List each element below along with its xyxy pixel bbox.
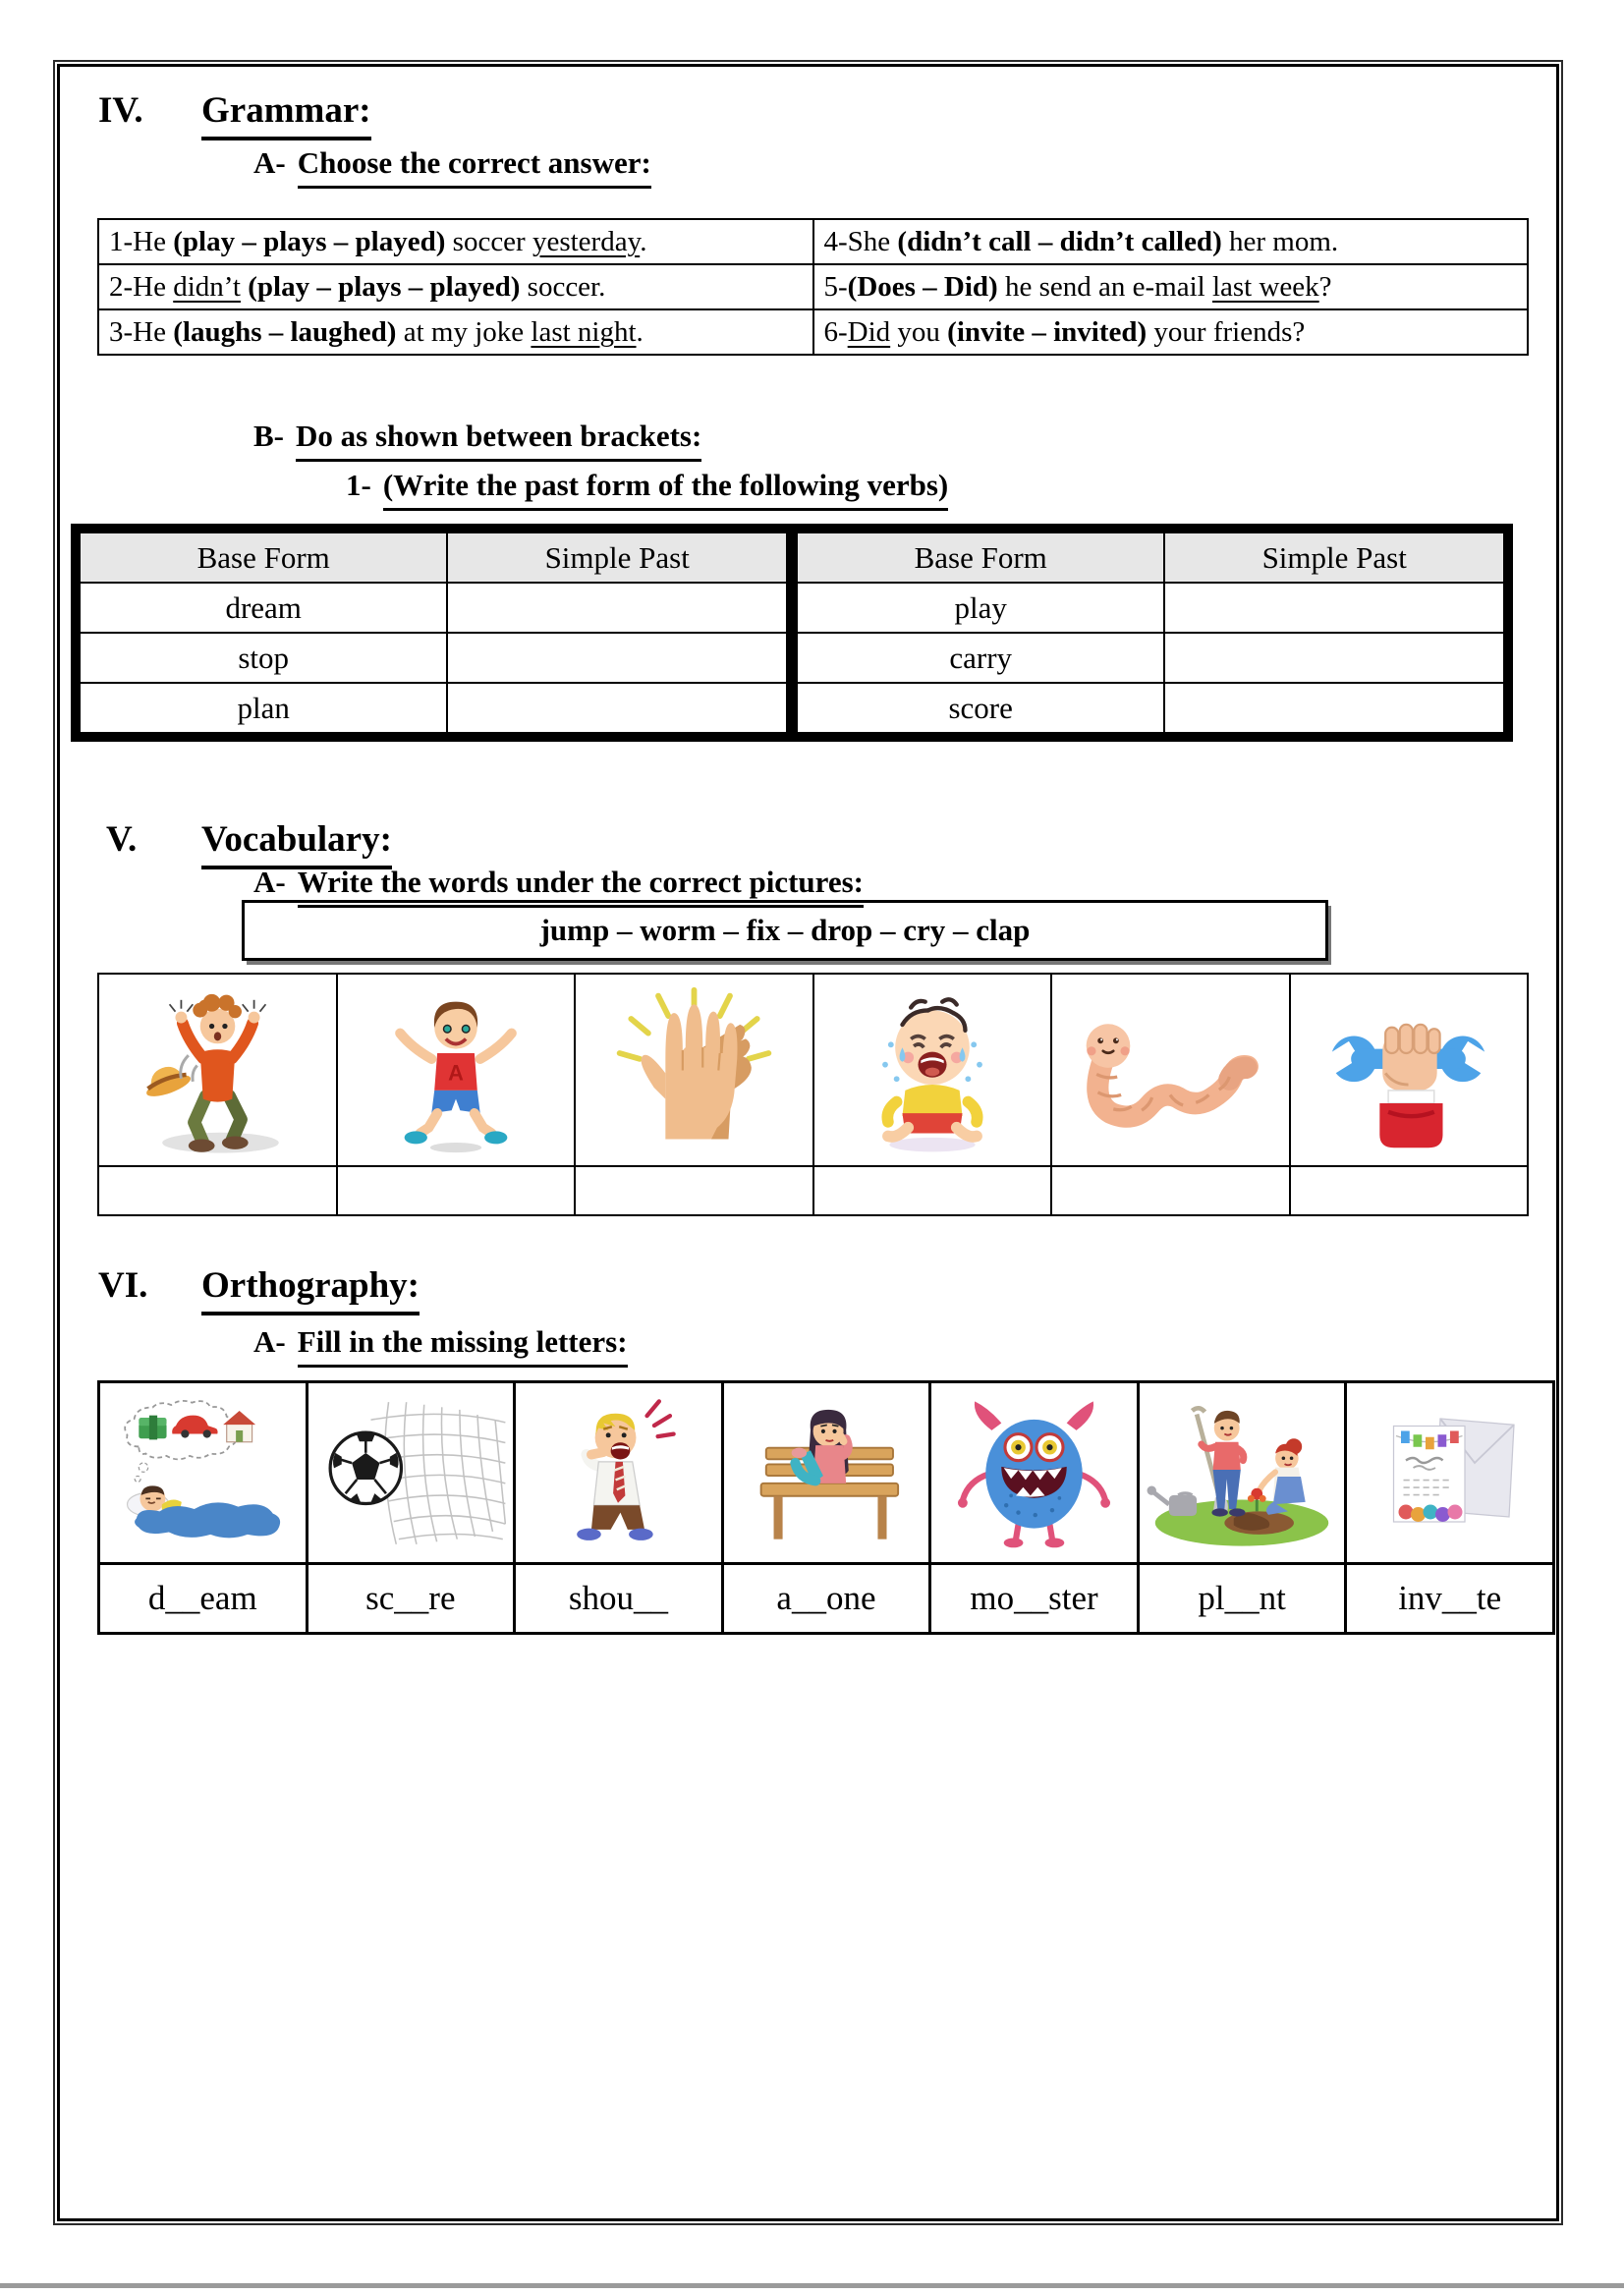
picture-cell	[515, 1382, 723, 1564]
boy-jumping-picture	[377, 984, 534, 1156]
grammar-question-3: 3-He (laughs – laughed) at my joke last night.	[98, 309, 813, 355]
base-form-header: Base Form	[80, 532, 447, 583]
grammar-question-2: 2-He didn’t (play – plays – played) soccer.	[98, 264, 813, 309]
word-bank-words: jump – worm – fix – drop – cry – clap	[539, 913, 1031, 947]
simple-past-answer-cell	[1164, 683, 1504, 733]
verb-cell: carry	[797, 633, 1164, 683]
children-planting-picture	[1144, 1397, 1340, 1549]
missing-letters-word: a__one	[722, 1564, 930, 1634]
orthography-part-a-title: Fill in the missing letters:	[298, 1322, 628, 1368]
grammar-question-1: 1-He (play – plays – played) soccer yesterday.	[98, 219, 813, 264]
grammar-part-b-label: B-	[253, 419, 284, 453]
orthography-part-a-label: A-	[253, 1324, 286, 1359]
grammar-part-b-item-title: (Write the past form of the following verbs)	[383, 466, 948, 511]
picture-cell	[98, 974, 337, 1166]
boy-dropping-hat-picture	[127, 982, 308, 1157]
missing-letters-word: d__eam	[99, 1564, 308, 1634]
picture-cell	[1346, 1382, 1554, 1564]
soccer-ball-in-net-picture	[314, 1397, 506, 1549]
table-row	[80, 683, 787, 733]
grammar-part-b-heading	[253, 417, 701, 462]
verb-cell: plan	[80, 683, 447, 733]
simple-past-answer-cell	[1164, 583, 1504, 633]
grammar-question-5: 5-(Does – Did) he send an e-mail last week?	[813, 264, 1529, 309]
missing-letters-word: sc__re	[307, 1564, 515, 1634]
verb-cell: dream	[80, 583, 447, 633]
missing-letters-word: mo__ster	[930, 1564, 1139, 1634]
word-bank-box	[242, 900, 1328, 961]
picture-cell	[722, 1382, 930, 1564]
simple-past-header: Simple Past	[1164, 532, 1504, 583]
worm-picture	[1067, 999, 1273, 1142]
orthography-section-heading	[98, 1263, 420, 1315]
vocabulary-section-number: V.	[106, 819, 138, 860]
grammar-section-heading	[98, 88, 371, 140]
page-bottom-edge	[0, 2283, 1624, 2288]
missing-letters-word: inv__te	[1346, 1564, 1554, 1634]
table-row	[80, 633, 787, 683]
picture-cell	[1051, 974, 1290, 1166]
word-answer-cell	[813, 1166, 1052, 1215]
grammar-part-a-title: Choose the correct answer:	[298, 143, 651, 189]
vocabulary-section-title: Vocabulary:	[201, 817, 392, 869]
past-form-verbs-table	[71, 524, 1513, 742]
grammar-part-b-item-heading	[346, 466, 948, 511]
hand-holding-wrench-picture	[1322, 984, 1494, 1156]
choose-answer-table	[97, 218, 1529, 356]
word-answer-cell	[575, 1166, 813, 1215]
grammar-question-4: 4-She (didn’t call – didn’t called) her mom.	[813, 219, 1529, 264]
monster-picture	[953, 1394, 1115, 1551]
picture-cell	[1290, 974, 1529, 1166]
orthography-section-title: Orthography:	[201, 1263, 420, 1315]
verb-cell: play	[797, 583, 1164, 633]
grammar-section-number: IV.	[98, 90, 143, 131]
crying-baby-picture	[854, 984, 1011, 1156]
girl-alone-on-bench-picture	[730, 1397, 922, 1549]
picture-cell	[337, 974, 576, 1166]
svg-text:A: A	[447, 1060, 464, 1086]
table-row	[98, 309, 1528, 355]
grammar-part-b-item-label: 1-	[346, 468, 371, 502]
vocabulary-part-a-label: A-	[253, 865, 286, 899]
missing-letters-table	[97, 1380, 1555, 1635]
orthography-part-a-heading	[253, 1322, 628, 1368]
words-row	[99, 1564, 1554, 1634]
base-form-header: Base Form	[797, 532, 1164, 583]
table-row	[797, 683, 1504, 733]
man-shouting-picture	[544, 1394, 692, 1551]
grammar-part-a-label: A-	[253, 145, 286, 180]
vocabulary-part-a-title: Write the words under the correct pictures:	[298, 863, 864, 908]
pictures-row	[99, 1382, 1554, 1564]
verbs-table-left	[79, 532, 788, 734]
grammar-part-a-heading	[253, 143, 651, 189]
boy-dreaming-picture	[104, 1397, 301, 1549]
table-header-row	[80, 532, 787, 583]
table-header-row	[797, 532, 1504, 583]
word-answer-cell	[1051, 1166, 1290, 1215]
answer-row	[98, 1166, 1528, 1215]
simple-past-header: Simple Past	[447, 532, 787, 583]
vocabulary-pictures-table	[97, 973, 1529, 1216]
simple-past-answer-cell	[447, 683, 787, 733]
grammar-section-title: Grammar:	[201, 88, 371, 140]
table-row	[98, 219, 1528, 264]
picture-cell	[307, 1382, 515, 1564]
table-row	[797, 583, 1504, 633]
simple-past-answer-cell	[447, 583, 787, 633]
picture-cell	[1138, 1382, 1346, 1564]
simple-past-answer-cell	[447, 633, 787, 683]
table-row	[80, 583, 787, 633]
orthography-section-number: VI.	[98, 1265, 148, 1306]
word-answer-cell	[98, 1166, 337, 1215]
pictures-row	[98, 974, 1528, 1166]
word-answer-cell	[1290, 1166, 1529, 1215]
picture-cell	[575, 974, 813, 1166]
picture-cell	[930, 1382, 1139, 1564]
grammar-question-6: 6-Did you (invite – invited) your friends?	[813, 309, 1529, 355]
missing-letters-word: shou__	[515, 1564, 723, 1634]
missing-letters-word: pl__nt	[1138, 1564, 1346, 1634]
table-row	[797, 633, 1504, 683]
verb-cell: stop	[80, 633, 447, 683]
verb-cell: score	[797, 683, 1164, 733]
simple-past-answer-cell	[1164, 633, 1504, 683]
grammar-part-b-title: Do as shown between brackets:	[296, 417, 701, 462]
clapping-hands-picture	[608, 984, 780, 1156]
picture-cell	[813, 974, 1052, 1166]
word-answer-cell	[337, 1166, 576, 1215]
table-row	[98, 264, 1528, 309]
picture-cell	[99, 1382, 308, 1564]
verbs-table-right	[796, 532, 1505, 734]
invitation-card-picture	[1376, 1399, 1524, 1546]
